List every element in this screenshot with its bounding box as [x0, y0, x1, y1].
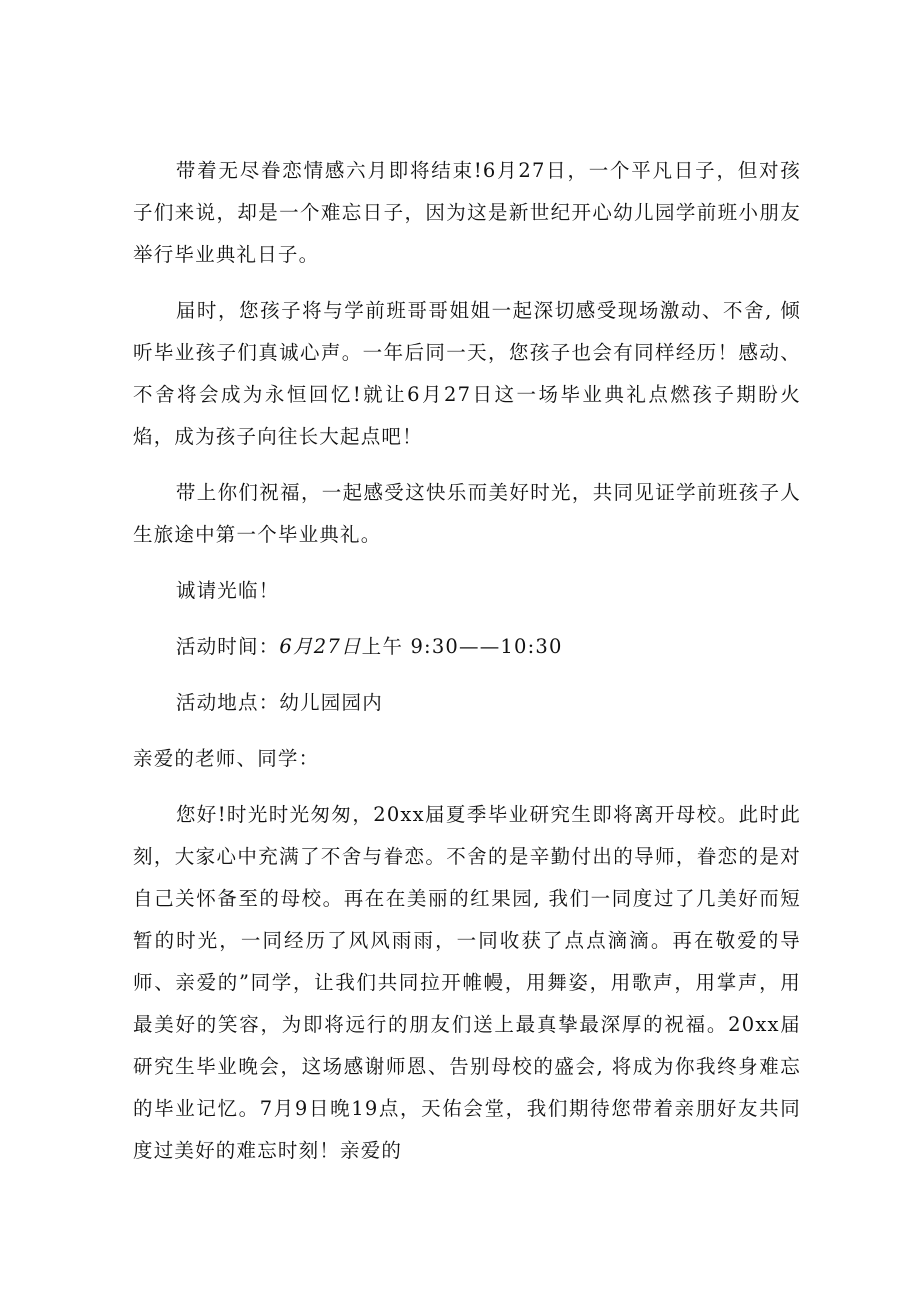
- invitation-closing: 诚请光临！: [175, 579, 280, 602]
- invitation-paragraph-3: 带上你们祝福，一起感受这快乐而美好时光，共同见证学前班孩子人生旅途中第一个毕业典礼。: [133, 481, 801, 546]
- event-time: [133, 626, 801, 668]
- paragraph-gap: [133, 668, 801, 682]
- letter-salutation: 亲爱的老师、同学：: [133, 747, 320, 770]
- event-time-label: 活动时间：: [175, 635, 280, 658]
- paragraph-gap: [133, 724, 801, 738]
- document-page: [133, 150, 801, 1172]
- paragraph-gap: [133, 780, 801, 794]
- event-place: 活动地点：幼儿园园内: [175, 691, 383, 714]
- paragraph-gap: [133, 612, 801, 626]
- invitation-paragraph-2: 届时，您孩子将与学前班哥哥姐姐一起深切感受现场激动、不舍, 倾听毕业孩子们真诚心声。一年后同一天，您孩子也会有同样经历！感动、不舍将会成为永恒回忆!就让6月27日这一场毕业典礼点燃孩子期盼火焰，成为孩子向往长大起点吧！: [133, 299, 801, 448]
- invitation-paragraph-1: 带着无尽眷恋情感六月即将结束!6月27日，一个平凡日子，但对孩子们来说，却是一个难忘日子，因为这是新世纪开心幼儿园学前班小朋友举行毕业典礼日子。: [133, 159, 801, 266]
- paragraph-gap: [133, 556, 801, 570]
- event-time-value: 上午 9:30——10:30: [361, 635, 563, 658]
- event-time-date: 6月27日: [279, 635, 362, 658]
- paragraph-gap: [133, 458, 801, 472]
- paragraph-gap: [133, 276, 801, 290]
- letter-body: 您好!时光时光匆匆，20xx届夏季毕业研究生即将离开母校。此时此刻，大家心中充满了不舍与眷恋。不舍的是辛勤付出的导师，眷恋的是对自己关怀备至的母校。再在在美丽的红果园, 我们一同度过了几美好而短暂的时光，一同经历了风风雨雨，一同收获了点点滴滴。再在敬爱的导师、亲爱的”同学，让我们共同拉开帷幔，用舞姿，用歌声，用掌声，用最美好的笑容，为即将远行的朋友们送上最真挚最深厚的祝福。20xx届研究生毕业晚会，这场感谢师恩、告别母校的盛会, 将成为你我终身难忘的毕业记忆。7月9日晚19点，天佑会堂，我们期待您带着亲朋好友共同度过美好的难忘时刻！亲爱的: [133, 803, 801, 1162]
